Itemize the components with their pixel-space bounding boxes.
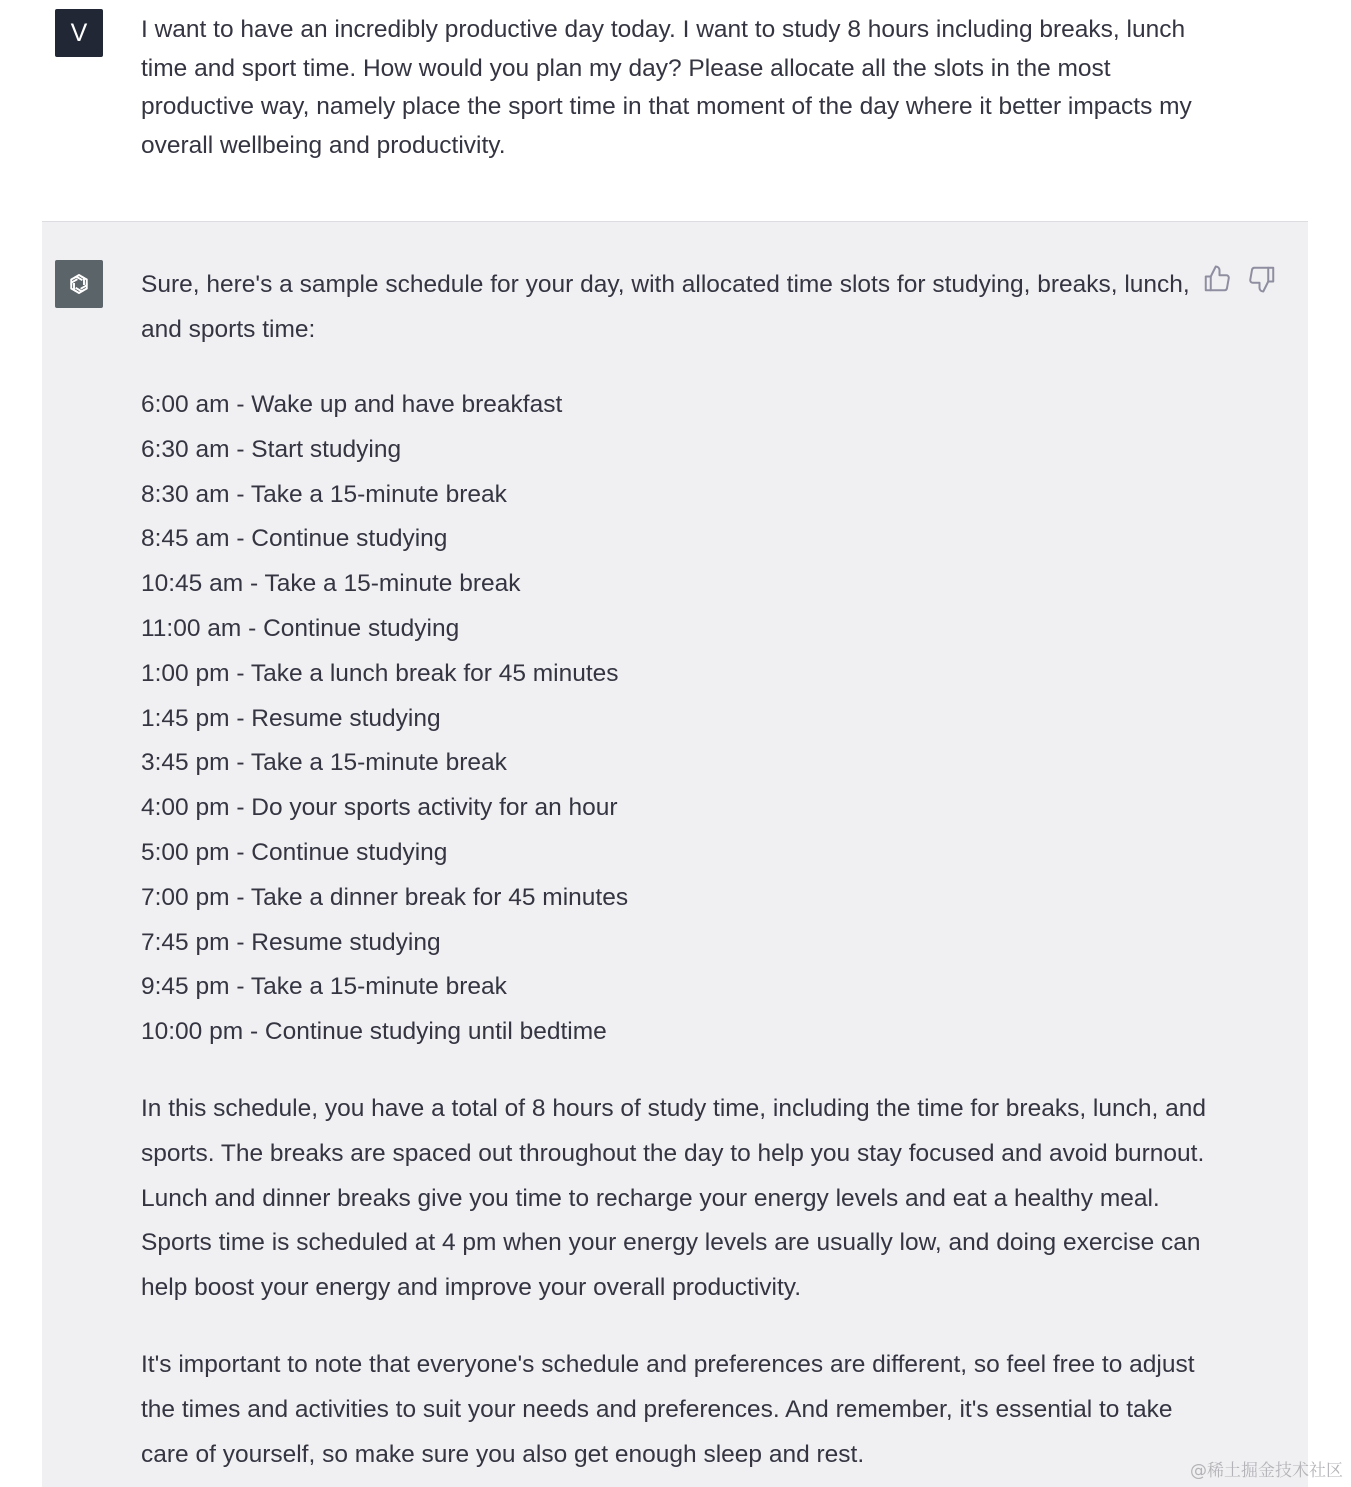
schedule-item: 3:45 pm - Take a 15-minute break: [141, 749, 507, 777]
schedule-item: 7:45 pm - Resume studying: [141, 928, 441, 956]
assistant-paragraph-2: It's important to note that everyone's schedule and preferences are different, so feel free to adjust the times and activities to suit your needs and preferences. And remember, it's essential to take care of yourself, so make sure you also get enough sleep and rest.: [141, 1350, 1195, 1468]
schedule-list: [141, 383, 1211, 1055]
assistant-message-content: [141, 262, 1211, 1477]
schedule-item: 6:30 am - Start studying: [141, 435, 402, 463]
schedule-item: 4:00 pm - Do your sports activity for an hour: [141, 794, 618, 822]
user-avatar: V: [55, 9, 103, 57]
schedule-item: 11:00 am - Continue studying: [141, 614, 460, 642]
thumbs-down-icon: [1247, 264, 1277, 294]
assistant-message-row: [42, 221, 1308, 1487]
schedule-item: 10:45 am - Take a 15-minute break: [141, 570, 521, 598]
assistant-avatar: [55, 260, 103, 308]
schedule-item: 1:45 pm - Resume studying: [141, 704, 441, 732]
schedule-item: 8:30 am - Take a 15-minute break: [141, 480, 507, 508]
schedule-item: 9:45 pm - Take a 15-minute break: [141, 973, 507, 1001]
assistant-paragraph-1: In this schedule, you have a total of 8 hours of study time, including the time for breaks, lunch, and sports. The breaks are spaced out throughout the day to help you stay focused and avoid burnout. Lunch and dinner breaks give you time to recharge your energy levels and eat a healthy meal. Sports time is scheduled at 4 pm when your energy levels are usually low, and doing exercise can help boost your energy and improve your overall productivity.: [141, 1094, 1206, 1302]
schedule-item: 8:45 am - Continue studying: [141, 525, 448, 553]
thumbs-down-button[interactable]: [1247, 264, 1277, 294]
schedule-item: 10:00 pm - Continue studying until bedtime: [141, 1018, 607, 1046]
user-message-text: I want to have an incredibly productive day today. I want to study 8 hours including breaks, lunch time and sport time. How would you plan my day? Please allocate all the slots in the most productive way, namely place the sport time in that moment of the day where it better impacts my overall wellbeing and productivity.: [141, 16, 1192, 159]
assistant-intro: Sure, here's a sample schedule for your day, with allocated time slots for studying, breaks, lunch, and sports time:: [141, 271, 1190, 343]
schedule-item: 5:00 pm - Continue studying: [141, 838, 448, 866]
user-message-row: [0, 0, 1351, 221]
schedule-item: 1:00 pm - Take a lunch break for 45 minutes: [141, 659, 619, 687]
openai-logo-icon: [63, 268, 95, 300]
schedule-item: 7:00 pm - Take a dinner break for 45 minutes: [141, 883, 629, 911]
watermark: @稀土掘金技术社区: [1190, 1461, 1343, 1481]
schedule-item: 6:00 am - Wake up and have breakfast: [141, 391, 563, 418]
